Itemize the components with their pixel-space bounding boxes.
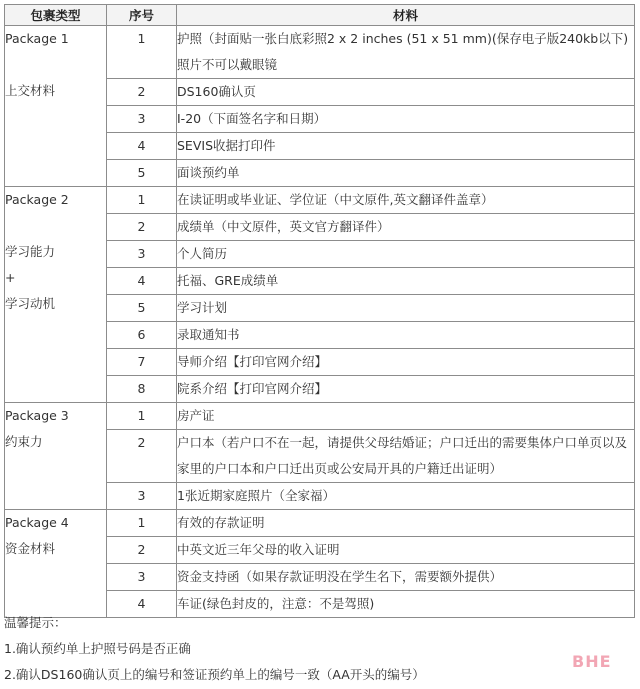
- material-description: 有效的存款证明: [177, 510, 635, 537]
- package-label-line: +: [5, 270, 16, 285]
- tip-item: 1.确认预约单上护照号码是否正确: [4, 641, 191, 656]
- package-label-line: [5, 52, 106, 78]
- package-label-line: [5, 213, 106, 239]
- header-materials: 材料: [177, 5, 635, 26]
- material-description: SEVIS收据打印件: [177, 133, 635, 160]
- material-description: 院系介绍【打印官网介绍】: [177, 376, 635, 403]
- item-number: 1: [107, 403, 177, 430]
- material-description: 学习计划: [177, 295, 635, 322]
- material-description: 在读证明或毕业证、学位证（中文原件,英文翻译件盖章）: [177, 187, 635, 214]
- item-number: 2: [107, 214, 177, 241]
- package-label-line: Package 1: [5, 31, 69, 46]
- material-description: 护照（封面贴一张白底彩照2 x 2 inches (51 x 51 mm)(保存电子版240kb以下)照片不可以戴眼镜: [177, 26, 635, 79]
- header-package-type: 包裹类型: [5, 5, 107, 26]
- item-number: 5: [107, 295, 177, 322]
- item-number: 3: [107, 241, 177, 268]
- material-description: I-20（下面签名字和日期）: [177, 106, 635, 133]
- package-label-line: Package 3: [5, 408, 69, 423]
- item-number: 3: [107, 564, 177, 591]
- item-number: 2: [107, 537, 177, 564]
- package-label-line: Package 4: [5, 515, 69, 530]
- package-type-cell: [5, 26, 107, 187]
- item-number: 1: [107, 26, 177, 79]
- material-description: 1张近期家庭照片（全家福）: [177, 483, 635, 510]
- item-number: 5: [107, 160, 177, 187]
- material-description: 资金支持函（如果存款证明没在学生名下，需要额外提供）: [177, 564, 635, 591]
- tips-section: [4, 610, 425, 688]
- item-number: 1: [107, 187, 177, 214]
- item-number: 2: [107, 79, 177, 106]
- material-description: 房产证: [177, 403, 635, 430]
- header-number: 序号: [107, 5, 177, 26]
- material-description: 户口本（若户口不在一起，请提供父母结婚证；户口迁出的需要集体户口单页以及家里的户口本和户口迁出页或公安局开具的户籍迁出证明）: [177, 430, 635, 483]
- item-number: 4: [107, 268, 177, 295]
- item-number: 2: [107, 430, 177, 483]
- package-type-cell: [5, 187, 107, 403]
- material-description: 托福、GRE成绩单: [177, 268, 635, 295]
- package-type-cell: [5, 403, 107, 510]
- item-number: 8: [107, 376, 177, 403]
- item-number: 6: [107, 322, 177, 349]
- item-number: 3: [107, 483, 177, 510]
- materials-table: [4, 4, 635, 618]
- table-header-row: [5, 5, 635, 26]
- material-description: DS160确认页: [177, 79, 635, 106]
- package-label-line: 学习能力: [5, 244, 56, 259]
- table-row: [5, 26, 635, 79]
- table-row: [5, 187, 635, 214]
- material-description: 录取通知书: [177, 322, 635, 349]
- package-label-line: 约束力: [5, 434, 43, 449]
- material-description: 车证(绿色封皮的，注意：不是驾照): [177, 591, 635, 618]
- package-type-cell: [5, 510, 107, 618]
- material-description: 成绩单（中文原件，英文官方翻译件）: [177, 214, 635, 241]
- item-number: 4: [107, 591, 177, 618]
- package-label-line: 上交材料: [5, 83, 56, 98]
- material-description: 面谈预约单: [177, 160, 635, 187]
- package-label-line: Package 2: [5, 192, 69, 207]
- package-label-line: 资金材料: [5, 541, 56, 556]
- item-number: 7: [107, 349, 177, 376]
- material-description: 中英文近三年父母的收入证明: [177, 537, 635, 564]
- tips-title: 温馨提示：: [4, 615, 67, 630]
- package-label-line: 学习动机: [5, 296, 56, 311]
- bhe-watermark-logo: BHE: [572, 652, 612, 671]
- item-number: 1: [107, 510, 177, 537]
- tip-item: 2.确认DS160确认页上的编号和签证预约单上的编号一致（AA开头的编号）: [4, 667, 425, 682]
- item-number: 4: [107, 133, 177, 160]
- material-description: 个人简历: [177, 241, 635, 268]
- table-row: [5, 510, 635, 537]
- item-number: 3: [107, 106, 177, 133]
- material-description: 导师介绍【打印官网介绍】: [177, 349, 635, 376]
- table-row: [5, 403, 635, 430]
